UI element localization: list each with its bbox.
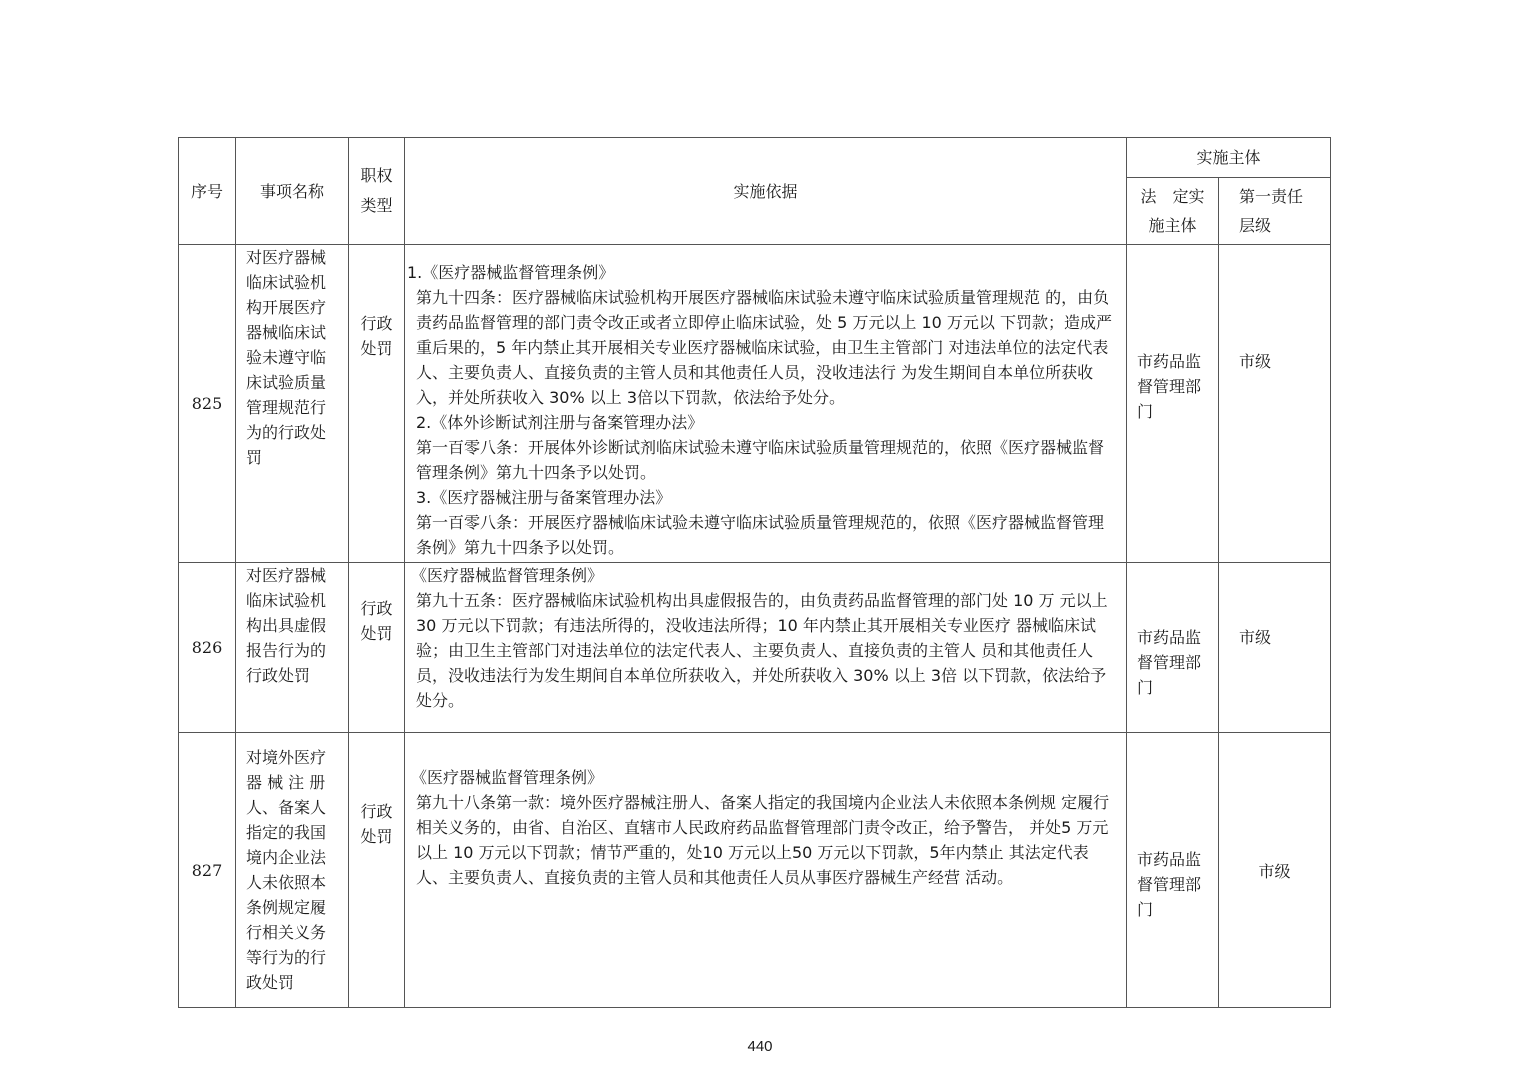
basis-article: 第九十五条：医疗器械临床试验机构出具虚假报告的，由负责药品监督管理的部门处 10 万 元以上 30 万元以下罚款；有违法所得的，没收违法所得；10 年内禁止其开展相关专业医疗 器械临床试验；由卫生主管部门对违法单位的法定代表人、主要负责人、直接负责的主管人 员和其他责任人员，没收违法行为发生期间自本单位所获收入，并处所获收入 30% 以上 3倍 以下罚款，依法给予处分。 [416,591,1108,710]
row-first-level: 市级 [1219,733,1331,1008]
table-row [179,245,1331,563]
row-legal-subject: 市药品监督管理部门 [1127,245,1219,563]
header-basis: 实施依据 [405,138,1127,245]
basis-article: 第九十八条第一款：境外医疗器械注册人、备案人指定的我国境内企业法人未依照本条例规 定履行相关义务的，由省、自治区、直辖市人民政府药品监督管理部门责令改正，给予警告， 并处5 万元以上 10 万元以下罚款；情节严重的，处10 万元以上50 万元以下罚款，5年内禁止 其法定代表人、主要负责人、直接负责的主管人员和其他责任人员从事医疗器械生产经营 活动。 [416,793,1110,887]
row-item-name: 对医疗器械临床试验机构出具虚假报告行为的行政处罚 [236,563,349,733]
table-row [179,563,1331,733]
header-seq: 序号 [179,138,236,245]
header-auth-type: 职权类型 [349,138,405,245]
row-seq: 827 [179,733,236,1008]
basis-article: 第一百零八条：开展体外诊断试剂临床试验未遵守临床试验质量管理规范的，依照《医疗器械监督管理条例》第九十四条予以处罚。 [416,438,1105,482]
header-legal-subject: 法 定实施主体 [1127,178,1219,245]
enforcement-table [178,137,1331,1008]
header-subject-group: 实施主体 [1127,138,1331,178]
row-basis [405,563,1127,733]
page-number: 440 [747,1038,773,1055]
basis-law-title: 《医疗器械监督管理条例》 [411,768,604,787]
basis-law-title: 2.《体外诊断试剂注册与备案管理办法》 [416,413,704,432]
row-basis [405,733,1127,1008]
header-first-level: 第一责任层级 [1219,178,1331,245]
table-row [179,733,1331,1008]
row-auth-type: 行政处罚 [349,245,405,563]
row-auth-type: 行政处罚 [349,733,405,1008]
row-first-level: 市级 [1219,563,1331,733]
basis-article: 第九十四条：医疗器械临床试验机构开展医疗器械临床试验未遵守临床试验质量管理规范 的，由负责药品监督管理的部门责令改正或者立即停止临床试验，处 5 万元以上 10 万元以 下罚款；造成严重后果的，5 年内禁止其开展相关专业医疗器械临床试验，由卫生主管部门 对违法单位的法定代表人、主要负责人、直接负责的主管人员和其他责任人员，没收违法行 为发生期间自本单位所获收入，并处所获收入 30% 以上 3倍以下罚款，依法给予处分。 [416,288,1112,407]
basis-law-title: 1.《医疗器械监督管理条例》 [407,263,615,282]
header-item-name: 事项名称 [236,138,349,245]
row-seq: 825 [179,245,236,563]
row-legal-subject: 市药品监督管理部门 [1127,563,1219,733]
row-item-name: 对医疗器械临床试验机构开展医疗器械临床试验未遵守临床试验质量管理规范行为的行政处罚 [236,245,349,563]
row-item-name: 对境外医疗器 械 注 册人、备案人指定的我国境内企业法人未依照本条例规定履行相关义务等行为的行政处罚 [236,733,349,1008]
basis-article: 第一百零八条：开展医疗器械临床试验未遵守临床试验质量管理规范的，依照《医疗器械监督管理条例》第九十四条予以处罚。 [416,513,1105,557]
basis-law-title: 《医疗器械监督管理条例》 [411,566,604,585]
row-first-level: 市级 [1219,245,1331,563]
row-legal-subject: 市药品监督管理部门 [1127,733,1219,1008]
basis-law-title: 3.《医疗器械注册与备案管理办法》 [416,488,672,507]
row-seq: 826 [179,563,236,733]
row-auth-type: 行政处罚 [349,563,405,733]
row-basis [405,245,1127,563]
